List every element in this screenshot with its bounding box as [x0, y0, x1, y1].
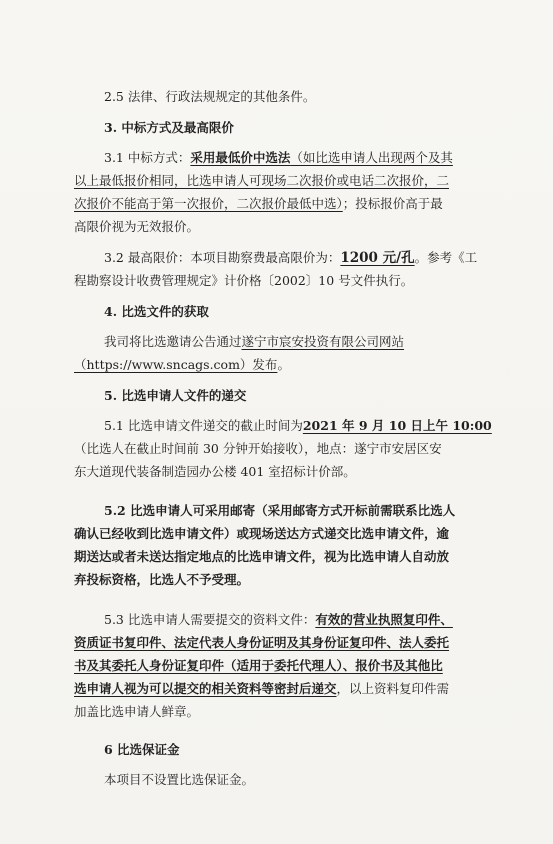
clause-3-2-line-1: 3.2 最高限价：本项目勘察费最高限价为：1200 元/孔。参考《工: [104, 250, 478, 266]
clause-5-1-line-1: 5.1 比选申请文件递交的截止时间为2021 年 9 月 10 日上午 10:00: [104, 418, 492, 433]
deadline: 2021 年 9 月 10 日上午 10:00: [302, 418, 492, 433]
clause-5-2-line-2: 确认已经收到比选申请文件）或现场送达方式递交比选申请文件，逾: [74, 526, 450, 541]
section-4-heading: 4. 比选文件的获取: [104, 304, 209, 319]
clause-6: 本项目不设置比选保证金。: [104, 772, 255, 787]
clause-5-1-line-3: 东大道现代装备制造园办公楼 401 室招标计价部。: [74, 464, 356, 479]
clause-4-line-1: 我司将比选邀请公告通过遂宁市宸安投资有限公司网站: [104, 334, 405, 349]
max-price: 1200 元/孔: [340, 250, 415, 266]
clause-5-2-line-4: 弃投标资格，比选人不予受理。: [74, 572, 250, 587]
clause-5-3-line-1: 5.3 比选申请人需要提交的资料文件：有效的营业执照复印件、: [104, 612, 453, 627]
clause-3-1-line-3: 次报价不能高于第一次报价，二次报价最低中选）；投标报价高于最: [74, 196, 443, 211]
clause-5-3-line-4: 选申请人视为可以提交的相关资料等密封后递交，以上资料复印件需: [74, 681, 450, 696]
clause-3-1-line-1: [104, 150, 478, 166]
clause-5-3-line-3: 书及其委托人身份证复印件（适用于委托代理人）、报价书及其他比: [74, 658, 443, 673]
company-website-name: 遂宁市宸安投资有限公司网站: [241, 334, 405, 349]
section-5-heading: 5. 比选申请人文件的递交: [104, 388, 247, 403]
clause-3-1-label: 3.1 中标方式：: [104, 150, 191, 165]
clause-5-2-line-3: 期送达或者未送达指定地点的比选申请文件，视为比选申请人自动放: [74, 549, 450, 564]
clause-2-5: 2.5 法律、行政法规规定的其他条件。: [104, 89, 316, 104]
clause-5-2-line-1: 5.2 比选申请人可采用邮寄（采用邮寄方式开标前需联系比选人: [104, 503, 456, 518]
clause-5-3-line-5: 加盖比选申请人鲜章。: [74, 704, 200, 719]
clause-5-1-line-2: （比选人在截止时间前 30 分钟开始接收），地点：遂宁市安居区安: [74, 441, 442, 456]
bid-method: 采用最低价中选法: [190, 150, 291, 165]
clause-3-1-note: （如比选申请人出现两个及其: [290, 150, 453, 165]
clause-3-1-line-4: 高限价视为无效报价。: [74, 219, 200, 234]
clause-4-line-2: （https://www.sncags.com）发布。: [74, 357, 290, 372]
clause-3-2-line-2: 程勘察设计收费管理规定》计价格〔2002〕10 号文件执行。: [74, 273, 414, 288]
clause-5-3-line-2: 资质证书复印件、法定代表人身份证明及其身份证复印件、法人委托: [74, 635, 450, 650]
section-6-heading: 6 比选保证金: [104, 742, 180, 757]
website-url: （https://www.sncags.com）发布: [74, 357, 278, 372]
clause-3-1-line-2: 以上最低报价相同，比选申请人可现场二次报价或电话二次报价，二: [74, 173, 450, 188]
section-3-heading: 3. 中标方式及最高限价: [104, 120, 234, 135]
